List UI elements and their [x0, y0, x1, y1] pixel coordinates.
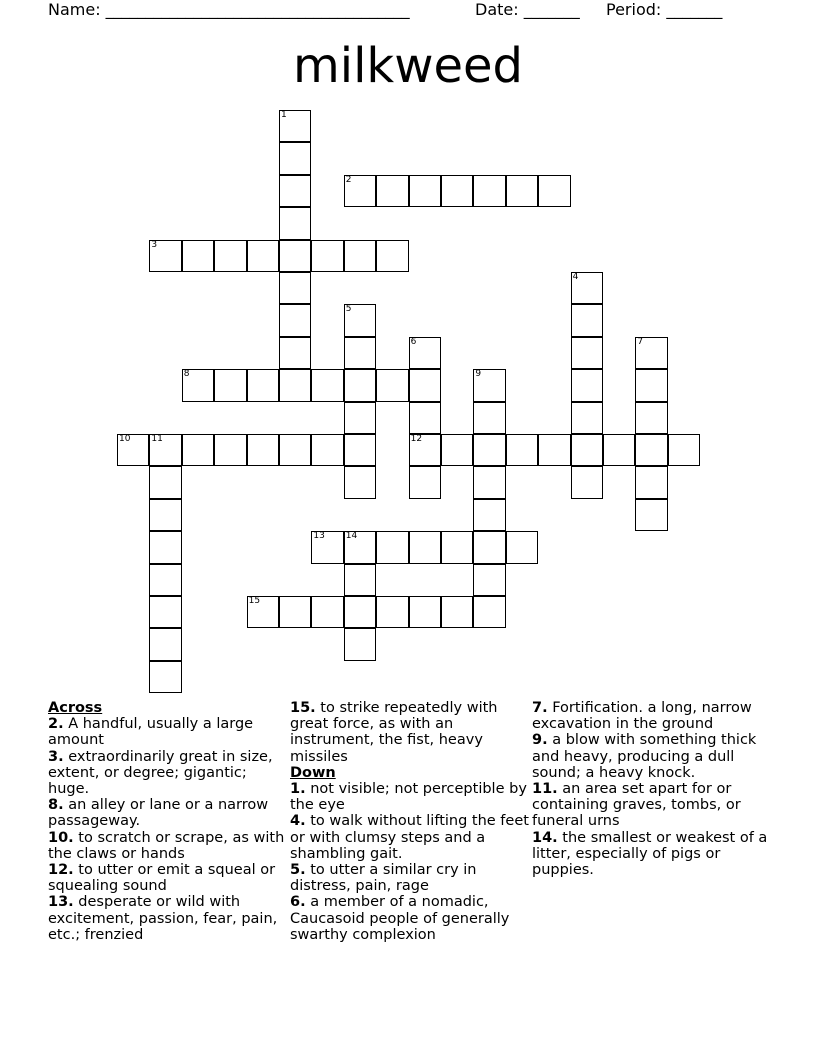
crossword-cell[interactable]	[279, 175, 311, 207]
crossword-cell[interactable]	[279, 337, 311, 369]
clue-number: 3	[151, 239, 158, 250]
clue-item-number: 9.	[532, 732, 548, 749]
clue-item-text: desperate or wild with excitement, passion, fear, pain, etc.; frenzied	[48, 894, 278, 943]
clue-item	[532, 781, 772, 830]
crossword-cell[interactable]	[311, 434, 343, 466]
clues-column-1	[48, 700, 288, 943]
clue-item	[532, 700, 772, 732]
crossword-cell[interactable]	[344, 402, 376, 434]
clue-number: 8	[183, 369, 190, 380]
clue-item	[48, 716, 288, 748]
date-field[interactable]: Date: _______	[475, 0, 580, 19]
clue-item-text: Fortification. a long, narrow excavation in the ground	[532, 700, 752, 733]
crossword-cell[interactable]	[506, 175, 538, 207]
crossword-cell[interactable]	[409, 175, 441, 207]
period-field[interactable]: Period: _______	[606, 0, 723, 19]
crossword-cell[interactable]	[473, 402, 505, 434]
crossword-cell[interactable]	[409, 369, 441, 401]
crossword-cell[interactable]	[473, 596, 505, 628]
clue-item-number: 13.	[48, 894, 74, 911]
clue-item-text: to utter or emit a squeal or squealing sound	[48, 862, 276, 895]
clue-item-number: 1.	[290, 781, 306, 798]
crossword-cell[interactable]	[182, 240, 214, 272]
crossword-cell[interactable]	[247, 369, 279, 401]
crossword-cell[interactable]	[149, 564, 181, 596]
crossword-cell[interactable]	[635, 434, 667, 466]
crossword-cell[interactable]	[571, 272, 603, 304]
crossword-cell[interactable]	[571, 337, 603, 369]
clue-number: 4	[572, 272, 579, 282]
crossword-cell[interactable]	[571, 434, 603, 466]
crossword-cell[interactable]	[344, 175, 376, 207]
crossword-cell[interactable]	[344, 466, 376, 498]
crossword-cell[interactable]	[279, 110, 311, 142]
clue-item-text: an alley or lane or a narrow passageway.	[48, 797, 269, 830]
clue-item-number: 5.	[290, 862, 306, 879]
crossword-cell[interactable]	[279, 207, 311, 239]
clue-item	[48, 797, 288, 829]
clue-item-number: 6.	[290, 894, 306, 911]
crossword-cell[interactable]	[344, 564, 376, 596]
crossword-cell[interactable]	[473, 499, 505, 531]
crossword-cell[interactable]	[344, 369, 376, 401]
clue-item	[290, 781, 530, 813]
crossword-cell[interactable]	[409, 337, 441, 369]
clue-item	[290, 894, 530, 943]
crossword-cell[interactable]	[635, 402, 667, 434]
crossword-cell[interactable]	[149, 661, 181, 693]
clue-item	[48, 894, 288, 943]
crossword-cell[interactable]	[279, 369, 311, 401]
clue-number: 15	[248, 596, 261, 606]
crossword-cell[interactable]	[214, 434, 246, 466]
crossword-cell[interactable]	[473, 531, 505, 563]
crossword-cell[interactable]	[409, 596, 441, 628]
crossword-cell[interactable]	[571, 402, 603, 434]
crossword-cell[interactable]	[344, 304, 376, 336]
crossword-cell[interactable]	[279, 142, 311, 174]
crossword-cell[interactable]	[668, 434, 700, 466]
crossword-cell[interactable]	[473, 564, 505, 596]
crossword-cell[interactable]	[214, 369, 246, 401]
crossword-cell[interactable]	[571, 369, 603, 401]
crossword-cell[interactable]	[376, 531, 408, 563]
clue-item-number: 15.	[290, 700, 316, 716]
clue-item-number: 12.	[48, 862, 74, 879]
crossword-cell[interactable]	[344, 240, 376, 272]
crossword-cell[interactable]	[117, 434, 149, 466]
puzzle-title: milkweed	[292, 38, 523, 94]
crossword-cell[interactable]	[506, 531, 538, 563]
crossword-cell[interactable]	[538, 175, 570, 207]
crossword-cell[interactable]	[376, 240, 408, 272]
clue-item-text: A handful, usually a large amount	[48, 716, 254, 749]
crossword-cell[interactable]	[311, 240, 343, 272]
clue-number: 1	[281, 110, 287, 120]
crossword-cell[interactable]	[149, 240, 181, 272]
clue-item-text: to utter a similar cry in distress, pain, rage	[290, 862, 477, 895]
crossword-cell[interactable]	[603, 434, 635, 466]
crossword-cell[interactable]	[571, 304, 603, 336]
crossword-cell[interactable]	[473, 434, 505, 466]
crossword-cell[interactable]	[473, 175, 505, 207]
crossword-cell[interactable]	[441, 596, 473, 628]
clue-item-number: 14.	[532, 829, 558, 846]
across-clue-list	[48, 716, 288, 943]
clue-number: 11	[151, 434, 163, 444]
clue-number: 14	[345, 531, 358, 542]
clue-item-number: 4.	[290, 813, 306, 830]
clue-item	[48, 749, 288, 798]
crossword-cell[interactable]	[247, 596, 279, 628]
down-clue-list-continued	[532, 700, 772, 878]
clue-number: 7	[637, 336, 644, 347]
crossword-cell[interactable]	[441, 531, 473, 563]
crossword-cell[interactable]	[247, 434, 279, 466]
crossword-cell[interactable]	[279, 304, 311, 336]
clue-number: 6	[410, 336, 417, 347]
crossword-cell[interactable]	[279, 596, 311, 628]
crossword-cell[interactable]	[149, 434, 181, 466]
clue-item-number: 3.	[48, 748, 64, 765]
crossword-cell[interactable]	[571, 466, 603, 498]
clue-number: 13	[313, 531, 325, 542]
down-clue-list	[290, 781, 530, 943]
clue-item-text: a member of a nomadic, Caucasoid people of generally swarthy complexion	[290, 894, 510, 943]
crossword-cell[interactable]	[635, 466, 667, 498]
crossword-cell[interactable]	[279, 240, 311, 272]
crossword-cell[interactable]	[538, 434, 570, 466]
clue-item	[48, 862, 288, 894]
crossword-cell[interactable]	[344, 337, 376, 369]
clue-number: 9	[475, 369, 482, 380]
across-heading: Across	[48, 700, 103, 716]
clue-item	[290, 862, 530, 894]
crossword-cell[interactable]	[311, 596, 343, 628]
crossword-cell[interactable]	[635, 337, 667, 369]
crossword-cell[interactable]	[441, 175, 473, 207]
clue-item-text: a blow with something thick and heavy, producing a dull sound; a heavy knock.	[532, 732, 757, 781]
clue-number: 2	[345, 174, 352, 185]
clue-item-text: to scratch or scrape, as with the claws or hands	[48, 829, 285, 862]
crossword-cell[interactable]	[279, 434, 311, 466]
crossword-cell[interactable]	[149, 466, 181, 498]
clue-item-number: 10.	[48, 829, 74, 846]
crossword-cell[interactable]	[149, 596, 181, 628]
crossword-cell[interactable]	[409, 531, 441, 563]
clue-number: 5	[345, 304, 352, 315]
clue-item-text: not visible; not perceptible by the eye	[290, 781, 527, 814]
clue-number: 12	[410, 434, 423, 444]
crossword-cell[interactable]	[311, 369, 343, 401]
crossword-cell[interactable]	[149, 499, 181, 531]
crossword-cell[interactable]	[376, 175, 408, 207]
clue-item-text: an area set apart for or containing graves, tombs, or funeral urns	[532, 781, 741, 830]
crossword-cell[interactable]	[279, 272, 311, 304]
clue-item-text: extraordinarily great in size, extent, or degree; gigantic; huge.	[48, 748, 273, 798]
clue-item	[290, 813, 530, 862]
clue-item	[48, 830, 288, 862]
clue-item-number: 2.	[48, 716, 64, 733]
clue-item	[532, 830, 772, 879]
crossword-cell[interactable]	[635, 499, 667, 531]
clues-column-2	[290, 700, 530, 943]
crossword-cell[interactable]	[344, 596, 376, 628]
clue-item-number: 7.	[532, 700, 548, 716]
crossword-cell[interactable]	[344, 434, 376, 466]
crossword-cell[interactable]	[214, 240, 246, 272]
crossword-cell[interactable]	[344, 531, 376, 563]
crossword-cell[interactable]	[635, 369, 667, 401]
crossword-cell[interactable]	[506, 434, 538, 466]
clues-column-3	[532, 700, 772, 878]
crossword-cell[interactable]	[473, 466, 505, 498]
crossword-cell[interactable]	[182, 434, 214, 466]
crossword-cell[interactable]	[376, 596, 408, 628]
crossword-cell[interactable]	[344, 628, 376, 660]
crossword-cell[interactable]	[409, 466, 441, 498]
crossword-cell[interactable]	[409, 434, 441, 466]
crossword-cell[interactable]	[247, 240, 279, 272]
clue-number: 10	[119, 434, 131, 444]
name-field[interactable]: Name: ______________________________________	[48, 0, 410, 19]
crossword-cell[interactable]	[409, 402, 441, 434]
crossword-cell[interactable]	[149, 531, 181, 563]
crossword-cell[interactable]	[311, 531, 343, 563]
down-heading: Down	[290, 764, 336, 781]
clue-item-text: the smallest or weakest of a litter, especially of pigs or puppies.	[532, 829, 768, 879]
across-clue-list-continued	[290, 700, 530, 765]
clue-item	[290, 700, 530, 765]
clue-item-text: to strike repeatedly with great force, as with an instrument, the fist, heavy missiles	[290, 700, 498, 765]
clue-item-text: to walk without lifting the feet or with clumsy steps and a shambling gait.	[290, 813, 529, 862]
crossword-cell[interactable]	[376, 369, 408, 401]
clue-item-number: 11.	[532, 781, 558, 798]
crossword-cell[interactable]	[441, 434, 473, 466]
crossword-cell[interactable]	[149, 628, 181, 660]
clue-item	[532, 732, 772, 781]
crossword-cell[interactable]	[182, 369, 214, 401]
clue-item-number: 8.	[48, 797, 64, 814]
crossword-cell[interactable]	[473, 369, 505, 401]
